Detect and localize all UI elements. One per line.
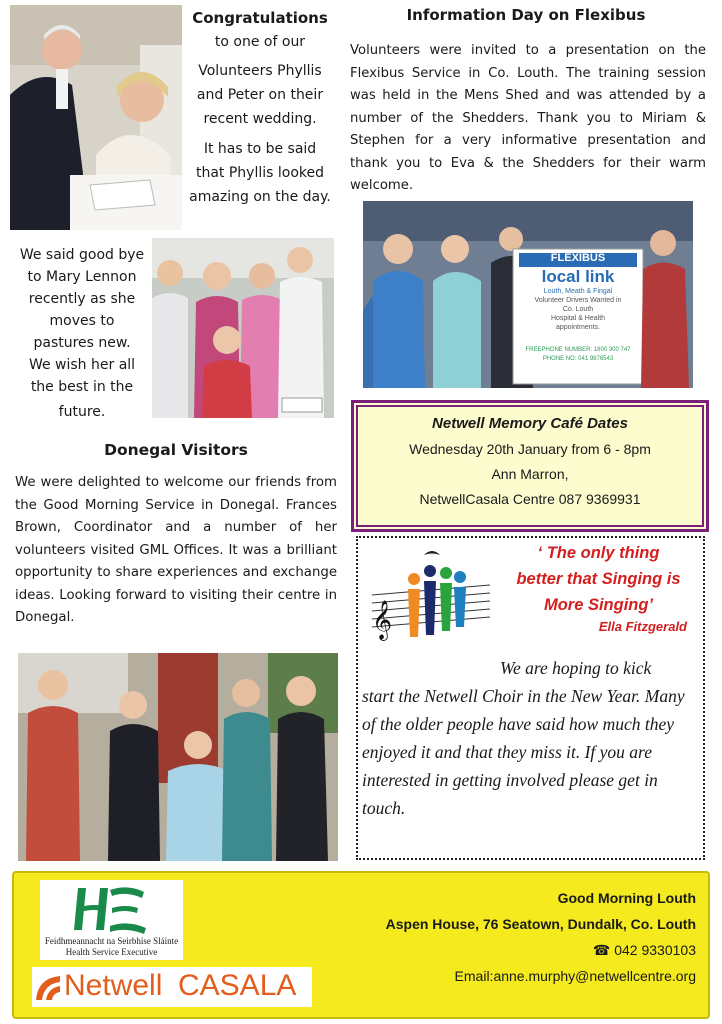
- farewell-line: We wish her all: [28, 357, 136, 373]
- farewell-line: the best in the: [30, 379, 134, 395]
- donegal-title: Donegal Visitors: [104, 441, 248, 459]
- singers-icon: [368, 547, 493, 642]
- cafe-line: Ann Marron,: [491, 466, 569, 482]
- flexibus-title: Information Day on Flexibus: [406, 6, 646, 24]
- flexibus-sign-line: appointments.: [556, 324, 600, 331]
- flexibus-sign-line: Volunteer Drivers Wanted in: [534, 297, 622, 304]
- cafe-title: Netwell Memory Café Dates: [432, 415, 628, 432]
- farewell-line: recently as she: [28, 291, 136, 307]
- farewell-photo: [152, 238, 334, 418]
- farewell-line: We said good bye: [19, 247, 145, 263]
- hse-irish-name: Feidhmeannacht na Seirbhíse Sláinte: [44, 936, 179, 946]
- phone-icon: ☎: [592, 942, 611, 958]
- farewell-line: moves to: [49, 313, 115, 329]
- wedding-line: that Phyllis looked: [195, 165, 325, 181]
- flexibus-sign-top: FLEXIBUS: [550, 252, 606, 264]
- footer-email[interactable]: Email:anne.murphy@netwellcentre.org: [454, 968, 696, 984]
- farewell-line: to Mary Lennon: [27, 269, 137, 285]
- flexibus-sign-line: FREEPHONE NUMBER: 1800 300 747: [525, 347, 631, 353]
- footer-org: Good Morning Louth: [557, 890, 696, 906]
- casala-word: CASALA: [178, 969, 297, 1002]
- flexibus-sign-line: Louth, Meath & Fingal: [543, 288, 613, 295]
- choir-quote: [496, 540, 701, 636]
- svg-text:𝄞: 𝄞: [372, 600, 393, 640]
- flexibus-sign-line: Hospital & Health: [550, 315, 606, 322]
- quote-author: Ella Fitzgerald: [598, 619, 687, 634]
- flexibus-sign-line: PHONE NO: 041 9876543: [542, 356, 614, 362]
- footer-contact: [276, 885, 696, 989]
- flexibus-sign-brand: local link: [541, 267, 615, 286]
- quote-line: ‘ The only thing: [537, 544, 660, 562]
- memory-cafe-box: [352, 401, 708, 531]
- farewell-caption: [12, 244, 152, 423]
- wedding-line: recent wedding.: [203, 111, 317, 127]
- netwell-word: Netwell: [64, 969, 163, 1002]
- choir-first-line: We are hoping to kick: [500, 658, 652, 678]
- wedding-line: amazing on the day.: [189, 189, 331, 205]
- wedding-caption: [185, 6, 335, 209]
- wedding-line: and Peter on their: [196, 87, 324, 103]
- netwell-casala-logo: [32, 967, 312, 1007]
- cafe-line: Wednesday 20th January from 6 - 8pm: [409, 441, 651, 457]
- quote-line: More Singing’: [543, 596, 654, 614]
- cafe-line: NetwellCasala Centre 087 9369931: [419, 491, 641, 507]
- flexibus-body: Volunteers were invited to a presentation on the Flexibus Service in Co. Louth. The training session was held in the Mens Shed and was attended by a number of the Shedders. Thank you to Miriam & Stephen for a very informative presentation and thank you to Eva & the Shedders for their warm welcome.: [350, 43, 706, 193]
- hse-english-name: Health Service Executive: [65, 947, 158, 957]
- donegal-photo: [18, 653, 338, 861]
- donegal-body: We were delighted to welcome our friends from the Good Morning Service in Donegal. Frances Brown, Coordinator and a number of her volunteers visited GML Offices. It was a brilliant opportunity to share experiences and exchange ideas. Looking forward to visiting their centre in Donegal.: [15, 475, 337, 625]
- wedding-line: to one of our: [214, 34, 306, 50]
- wedding-line: It has to be said: [203, 141, 317, 157]
- hse-logo: [40, 880, 183, 960]
- wedding-line: Volunteers Phyllis: [198, 63, 322, 79]
- footer-phone[interactable]: 042 9330103: [614, 942, 696, 958]
- footer-address: Aspen House, 76 Seatown, Dundalk, Co. Louth: [385, 916, 696, 932]
- footer-phone-row: [276, 937, 696, 963]
- farewell-line: pastures new.: [33, 335, 131, 351]
- wedding-title: Congratulations: [192, 9, 328, 27]
- quote-line: better that Singing is: [516, 570, 681, 588]
- choir-body: [362, 654, 700, 822]
- farewell-line: future.: [58, 404, 106, 420]
- flexibus-sign-line: Co. Louth: [562, 306, 594, 313]
- choir-paragraph: start the Netwell Choir in the New Year. Many of the older people have said how much they enjoyed it and that they miss it. If you are interested in getting involved please get in touch.: [362, 686, 685, 818]
- wedding-photo: [10, 5, 182, 230]
- flexibus-photo: [363, 201, 693, 388]
